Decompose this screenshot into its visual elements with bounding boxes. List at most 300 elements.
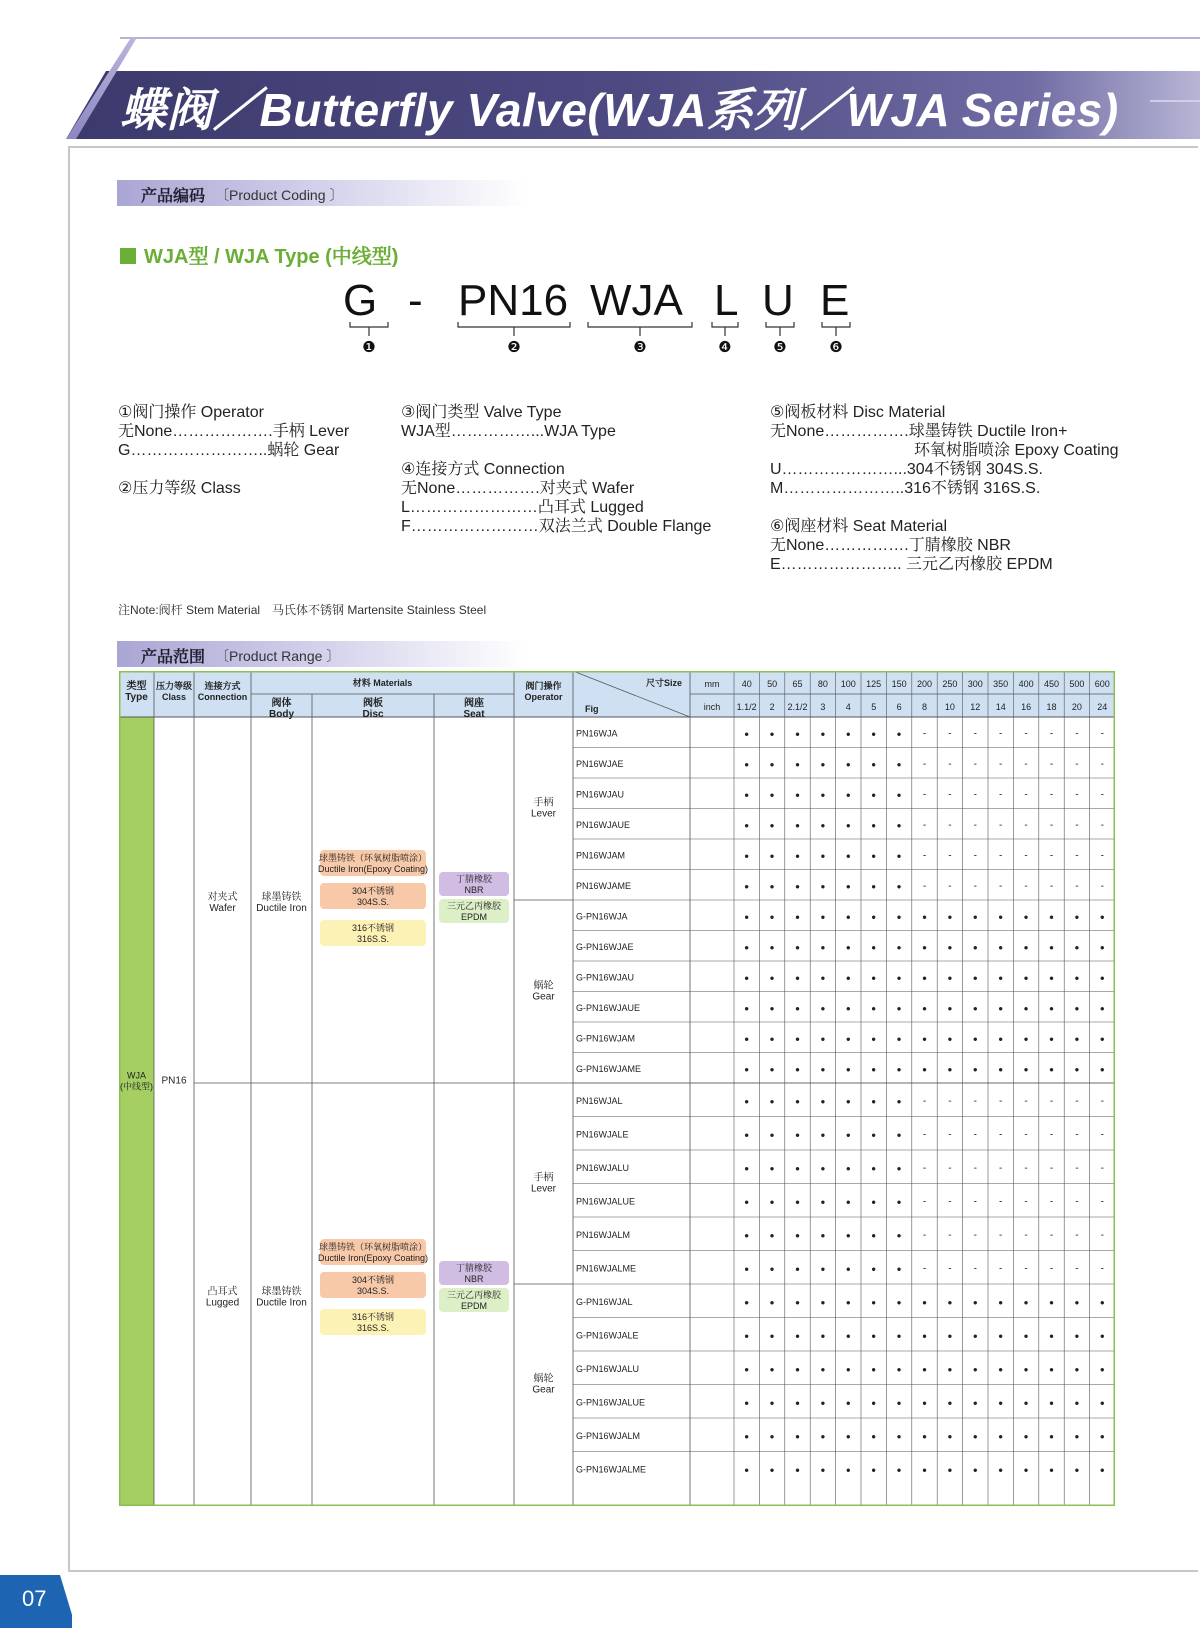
- availability-mark: ●: [744, 1431, 750, 1441]
- availability-mark: ●: [972, 973, 978, 983]
- availability-mark: ●: [769, 1398, 775, 1408]
- type-value: WJA: [127, 1070, 146, 1081]
- availability-mark: ●: [795, 729, 800, 739]
- availability-mark: ●: [845, 759, 851, 769]
- availability-mark: ●: [896, 1465, 902, 1475]
- availability-mark: -: [1049, 758, 1054, 770]
- availability-mark: ●: [896, 881, 902, 891]
- size-inch: 2: [769, 702, 775, 712]
- availability-mark: -: [1100, 819, 1104, 831]
- availability-mark: ●: [744, 1130, 750, 1140]
- availability-mark: ●: [845, 1197, 851, 1207]
- availability-mark: -: [922, 1162, 927, 1174]
- code-segment: WJA: [590, 276, 683, 325]
- availability-mark: ●: [795, 881, 800, 891]
- availability-mark: ●: [947, 1398, 953, 1408]
- header-disc: Disc: [362, 709, 384, 720]
- page-number: 07: [22, 1586, 47, 1611]
- availability-mark: ●: [1049, 1064, 1054, 1074]
- availability-mark: ●: [769, 1003, 775, 1013]
- availability-mark: -: [1049, 1095, 1054, 1107]
- code-segment: U: [762, 276, 794, 325]
- body-value: Ductile Iron: [256, 1297, 307, 1309]
- availability-mark: ●: [820, 1297, 826, 1307]
- availability-mark: -: [948, 1162, 952, 1174]
- availability-mark: ●: [845, 729, 851, 739]
- legend-line: 环氧树脂喷涂 Epoxy Coating: [770, 442, 1119, 459]
- availability-mark: ●: [769, 790, 775, 800]
- availability-mark: ●: [744, 1034, 750, 1044]
- availability-mark: ●: [871, 973, 877, 983]
- availability-mark: ●: [1074, 1431, 1080, 1441]
- availability-mark: ●: [871, 1398, 877, 1408]
- availability-mark: ●: [795, 1034, 800, 1044]
- availability-mark: ●: [795, 1064, 800, 1074]
- availability-mark: ●: [1049, 912, 1054, 922]
- availability-mark: -: [1100, 850, 1104, 862]
- connection-value: Wafer: [209, 903, 236, 914]
- availability-mark: ●: [820, 881, 826, 891]
- availability-mark: ●: [795, 1398, 800, 1408]
- availability-mark: ●: [769, 1163, 775, 1173]
- fig-code: PN16WJAM: [576, 850, 626, 861]
- availability-mark: -: [1024, 728, 1028, 740]
- legend-line: [401, 441, 711, 460]
- availability-mark: ●: [947, 942, 953, 952]
- fig-code: PN16WJALME: [576, 1263, 637, 1274]
- disc-pill-text: 316不锈钢: [351, 1312, 395, 1322]
- operator-value: Gear: [532, 991, 555, 1003]
- size-inch: 12: [970, 702, 981, 712]
- availability-mark: ●: [896, 1163, 902, 1173]
- seat-pill-text: EPDM: [460, 1301, 488, 1311]
- size-mm: 200: [916, 679, 933, 689]
- availability-mark: -: [999, 758, 1003, 770]
- availability-mark: ●: [922, 1465, 927, 1475]
- section-heading-cn: 产品编码: [141, 188, 206, 205]
- code-segment: PN16: [458, 276, 569, 325]
- availability-mark: ●: [1099, 1364, 1105, 1374]
- availability-mark: ●: [972, 942, 978, 952]
- body-value: 球墨铸铁: [261, 1286, 302, 1298]
- availability-mark: ●: [972, 912, 978, 922]
- availability-mark: ●: [744, 820, 750, 830]
- availability-mark: ●: [820, 1003, 826, 1013]
- code-segment: L: [714, 276, 739, 325]
- availability-mark: ●: [744, 1230, 750, 1240]
- availability-mark: ●: [769, 1364, 775, 1374]
- header-connection: 连接方式: [204, 681, 241, 691]
- connection-value: Lugged: [205, 1297, 240, 1309]
- header-operator: 阀门操作: [525, 681, 562, 691]
- fig-code: PN16WJAE: [576, 758, 624, 769]
- header-body: 阀体: [271, 698, 292, 709]
- availability-mark: -: [1024, 1129, 1028, 1141]
- availability-mark: -: [948, 1129, 952, 1141]
- header-connection: Connection: [197, 692, 248, 702]
- availability-mark: ●: [896, 729, 902, 739]
- availability-mark: ●: [845, 1003, 851, 1013]
- availability-mark: -: [999, 1196, 1003, 1208]
- availability-mark: ●: [769, 1130, 775, 1140]
- availability-mark: ●: [998, 1034, 1004, 1044]
- availability-mark: -: [1075, 1095, 1079, 1107]
- availability-mark: -: [973, 880, 977, 892]
- availability-mark: ●: [1074, 912, 1080, 922]
- legend-line: [118, 460, 349, 479]
- availability-mark: ●: [922, 1297, 927, 1307]
- legend-column-3: [770, 403, 1119, 574]
- section-heading-product-coding: [117, 180, 527, 206]
- availability-mark: ●: [1074, 1297, 1080, 1307]
- availability-mark: ●: [795, 820, 800, 830]
- availability-mark: ●: [744, 1064, 750, 1074]
- availability-mark: -: [1024, 880, 1028, 892]
- legend-line: F……………………双法兰式 Double Flange: [401, 518, 712, 535]
- availability-mark: ●: [795, 1297, 800, 1307]
- fig-code: PN16WJALU: [576, 1162, 630, 1173]
- availability-mark: ●: [896, 1064, 902, 1074]
- availability-mark: ●: [871, 851, 877, 861]
- availability-mark: ●: [1049, 1364, 1054, 1374]
- availability-mark: -: [1075, 1196, 1079, 1208]
- availability-mark: ●: [795, 790, 800, 800]
- availability-mark: ●: [769, 851, 775, 861]
- availability-mark: -: [999, 728, 1003, 740]
- availability-mark: ●: [795, 1096, 800, 1106]
- availability-mark: ●: [896, 1197, 902, 1207]
- availability-mark: -: [948, 728, 952, 740]
- availability-mark: ●: [820, 1465, 826, 1475]
- availability-mark: -: [1100, 728, 1104, 740]
- availability-mark: ●: [1049, 1003, 1054, 1013]
- code-segment: -: [408, 276, 423, 325]
- availability-mark: ●: [896, 1096, 902, 1106]
- availability-mark: ●: [795, 1264, 800, 1274]
- connection-value: 对夹式: [207, 892, 238, 903]
- banner-accent-line: [1150, 100, 1200, 102]
- fig-code: G-PN16WJAU: [576, 972, 635, 983]
- size-inch: 20: [1071, 702, 1082, 712]
- header-type: Type: [125, 692, 148, 703]
- size-inch: 18: [1046, 702, 1057, 712]
- availability-mark: -: [1100, 880, 1104, 892]
- header-inch: inch: [703, 702, 721, 712]
- availability-mark: ●: [1099, 1431, 1105, 1441]
- availability-mark: ●: [1023, 1431, 1029, 1441]
- size-mm: 50: [767, 679, 778, 689]
- availability-mark: ●: [896, 912, 902, 922]
- section-heading-cn: 产品范围: [141, 649, 206, 666]
- operator-value: 手柄: [533, 1172, 554, 1184]
- availability-mark: ●: [896, 790, 902, 800]
- size-inch: 10: [944, 702, 955, 712]
- legend-line: ④连接方式 Connection: [401, 461, 565, 478]
- availability-mark: ●: [998, 942, 1004, 952]
- availability-mark: ●: [769, 729, 775, 739]
- availability-mark: ●: [769, 1064, 775, 1074]
- availability-mark: ●: [896, 1364, 902, 1374]
- availability-mark: ●: [820, 1064, 826, 1074]
- availability-mark: ●: [845, 973, 851, 983]
- availability-mark: ●: [972, 1064, 978, 1074]
- availability-mark: -: [1024, 789, 1028, 801]
- availability-mark: -: [999, 1229, 1003, 1241]
- availability-mark: -: [922, 850, 927, 862]
- availability-mark: ●: [871, 1034, 877, 1044]
- availability-mark: ●: [1023, 942, 1029, 952]
- availability-mark: ●: [845, 1264, 851, 1274]
- availability-mark: ●: [947, 1064, 953, 1074]
- availability-mark: -: [1049, 1263, 1054, 1275]
- availability-mark: ●: [795, 942, 800, 952]
- legend-line: 无None……………….手柄 Lever: [118, 423, 350, 440]
- legend-line: ③阀门类型 Valve Type: [401, 404, 562, 421]
- code-marker-number: ❶: [362, 339, 376, 356]
- availability-mark: ●: [947, 1297, 953, 1307]
- availability-mark: ●: [820, 1096, 826, 1106]
- availability-mark: -: [1075, 1263, 1079, 1275]
- availability-mark: ●: [871, 1130, 877, 1140]
- availability-mark: ●: [820, 942, 826, 952]
- availability-mark: ●: [820, 973, 826, 983]
- availability-mark: ●: [1049, 1398, 1054, 1408]
- product-range-table: [119, 671, 1115, 1511]
- availability-mark: -: [973, 1229, 977, 1241]
- availability-mark: ●: [896, 759, 902, 769]
- availability-mark: -: [973, 1196, 977, 1208]
- size-mm: 450: [1043, 679, 1060, 689]
- header-class: 压力等级: [155, 681, 193, 691]
- fig-code: G-PN16WJALM: [576, 1430, 641, 1441]
- availability-mark: ●: [972, 1364, 978, 1374]
- availability-mark: -: [999, 1263, 1003, 1275]
- size-mm: 250: [942, 679, 958, 689]
- availability-mark: ●: [769, 759, 775, 769]
- availability-mark: -: [922, 880, 927, 892]
- availability-mark: ●: [744, 1297, 750, 1307]
- header-size: 尺寸Size: [645, 678, 682, 688]
- availability-mark: ●: [896, 1230, 902, 1240]
- type-value: (中线型): [120, 1081, 153, 1092]
- availability-mark: ●: [1099, 912, 1105, 922]
- seat-pill-text: EPDM: [460, 912, 488, 922]
- availability-mark: -: [1049, 850, 1054, 862]
- availability-mark: ●: [972, 1431, 978, 1441]
- availability-mark: ●: [1023, 1331, 1029, 1341]
- size-mm: 300: [967, 679, 983, 689]
- availability-mark: ●: [795, 1331, 800, 1341]
- availability-mark: -: [1100, 1162, 1104, 1174]
- availability-mark: ●: [947, 1034, 953, 1044]
- size-mm: 65: [792, 679, 803, 689]
- availability-mark: ●: [744, 759, 750, 769]
- availability-mark: -: [948, 758, 952, 770]
- availability-mark: ●: [744, 1264, 750, 1274]
- availability-mark: ●: [1099, 1331, 1105, 1341]
- availability-mark: ●: [871, 1003, 877, 1013]
- availability-mark: ●: [820, 1230, 826, 1240]
- disc-pill-text: 316不锈钢: [351, 923, 395, 933]
- availability-mark: -: [999, 789, 1003, 801]
- type-title: [120, 240, 398, 269]
- availability-mark: -: [973, 1129, 977, 1141]
- availability-mark: ●: [871, 1197, 877, 1207]
- availability-mark: ●: [744, 881, 750, 891]
- header-operator: Operator: [524, 692, 563, 702]
- availability-mark: -: [999, 1129, 1003, 1141]
- legend-line: ⑤阀板材料 Disc Material: [770, 404, 946, 421]
- availability-mark: ●: [896, 1331, 902, 1341]
- availability-mark: -: [1100, 1229, 1104, 1241]
- availability-mark: ●: [871, 729, 877, 739]
- legend-line: WJA型……………...WJA Type: [401, 423, 616, 440]
- availability-mark: ●: [1023, 1465, 1029, 1475]
- availability-mark: ●: [820, 1034, 826, 1044]
- availability-mark: ●: [795, 1197, 800, 1207]
- availability-mark: ●: [744, 1331, 750, 1341]
- seat-pill-text: 三元乙丙橡胶: [446, 1290, 502, 1300]
- availability-mark: -: [922, 1095, 927, 1107]
- availability-mark: ●: [871, 1331, 877, 1341]
- disc-pill-text: 304不锈钢: [351, 1275, 395, 1285]
- availability-mark: ●: [871, 1297, 877, 1307]
- operator-value: 蜗轮: [533, 1373, 554, 1385]
- disc-pill-text: 304S.S.: [356, 897, 390, 907]
- availability-mark: -: [1075, 789, 1079, 801]
- availability-mark: ●: [871, 1364, 877, 1374]
- header-seat: 阀座: [464, 698, 484, 709]
- availability-mark: ●: [922, 1431, 927, 1441]
- availability-mark: ●: [1074, 1034, 1080, 1044]
- availability-mark: -: [1049, 819, 1054, 831]
- code-segment: E: [820, 276, 850, 325]
- operator-value: Lever: [530, 808, 557, 820]
- availability-mark: ●: [820, 759, 826, 769]
- availability-mark: -: [1049, 728, 1054, 740]
- availability-mark: ●: [947, 1431, 953, 1441]
- availability-mark: ●: [896, 1003, 902, 1013]
- availability-mark: ●: [769, 1096, 775, 1106]
- availability-mark: ●: [820, 851, 826, 861]
- legend-line: ①阀门操作 Operator: [118, 404, 264, 421]
- availability-mark: ●: [922, 1331, 927, 1341]
- availability-mark: -: [1075, 1229, 1079, 1241]
- availability-mark: ●: [845, 942, 851, 952]
- availability-mark: ●: [1023, 1003, 1029, 1013]
- size-inch: 6: [896, 702, 902, 712]
- availability-mark: ●: [820, 1197, 826, 1207]
- availability-mark: ●: [820, 1130, 826, 1140]
- availability-mark: -: [922, 819, 927, 831]
- stem-material-note: 注Note:阀杆 Stem Material 马氏体不锈钢 Martensite Stainless Steel: [118, 603, 487, 617]
- availability-mark: ●: [896, 973, 902, 983]
- availability-mark: ●: [845, 1034, 851, 1044]
- availability-mark: -: [948, 1095, 952, 1107]
- availability-mark: -: [973, 758, 977, 770]
- fig-code: G-PN16WJAUE: [576, 1002, 641, 1013]
- size-inch: 1.1/2: [736, 702, 757, 712]
- availability-mark: ●: [922, 1064, 927, 1074]
- availability-mark: ●: [998, 973, 1004, 983]
- availability-mark: ●: [1049, 1431, 1054, 1441]
- availability-mark: ●: [1099, 1465, 1105, 1475]
- availability-mark: ●: [769, 1230, 775, 1240]
- availability-mark: ●: [744, 729, 750, 739]
- availability-mark: ●: [896, 1034, 902, 1044]
- availability-mark: ●: [845, 1431, 851, 1441]
- availability-mark: ●: [1099, 1398, 1105, 1408]
- availability-mark: -: [973, 850, 977, 862]
- availability-mark: ●: [795, 759, 800, 769]
- availability-mark: ●: [1099, 1064, 1105, 1074]
- availability-mark: -: [973, 789, 977, 801]
- size-mm: 500: [1069, 679, 1085, 689]
- availability-mark: ●: [795, 1230, 800, 1240]
- availability-mark: ●: [845, 851, 851, 861]
- availability-mark: ●: [871, 1230, 877, 1240]
- availability-mark: -: [1024, 819, 1028, 831]
- availability-mark: ●: [1099, 1297, 1105, 1307]
- availability-mark: -: [1100, 1196, 1104, 1208]
- availability-mark: -: [948, 1263, 952, 1275]
- availability-mark: ●: [769, 1264, 775, 1274]
- availability-mark: ●: [871, 790, 877, 800]
- availability-mark: ●: [1074, 1364, 1080, 1374]
- availability-mark: -: [1075, 819, 1079, 831]
- availability-mark: -: [1100, 789, 1104, 801]
- availability-mark: -: [1100, 1263, 1104, 1275]
- header-materials: 材料 Materials: [352, 678, 413, 688]
- code-marker-number: ❺: [773, 339, 787, 356]
- disc-pill-text: 316S.S.: [356, 1323, 390, 1333]
- availability-mark: ●: [744, 1465, 750, 1475]
- availability-mark: ●: [998, 1364, 1004, 1374]
- availability-mark: ●: [947, 1003, 953, 1013]
- seat-pill-text: 丁腈橡胶: [455, 874, 493, 884]
- fig-code: G-PN16WJAE: [576, 941, 634, 952]
- availability-mark: ●: [998, 912, 1004, 922]
- legend-column-2: [401, 403, 711, 536]
- class-value: PN16: [161, 1075, 187, 1087]
- availability-mark: ●: [845, 790, 851, 800]
- availability-mark: -: [999, 880, 1003, 892]
- availability-mark: -: [948, 850, 952, 862]
- type-title-text: WJA型 / WJA Type (中线型): [144, 246, 399, 268]
- availability-mark: -: [948, 789, 952, 801]
- availability-mark: -: [1024, 850, 1028, 862]
- availability-mark: ●: [922, 1003, 927, 1013]
- availability-mark: ●: [871, 759, 877, 769]
- availability-mark: -: [922, 1263, 927, 1275]
- disc-pill-text: 304不锈钢: [351, 886, 395, 896]
- availability-mark: -: [1024, 1095, 1028, 1107]
- operator-value: 手柄: [533, 797, 554, 809]
- availability-mark: -: [1024, 1263, 1028, 1275]
- availability-mark: -: [1049, 1129, 1054, 1141]
- coding-diagram: [330, 270, 870, 370]
- availability-mark: ●: [998, 1064, 1004, 1074]
- connection-value: 凸耳式: [207, 1286, 238, 1298]
- availability-mark: ●: [1099, 1003, 1105, 1013]
- availability-mark: ●: [1023, 912, 1029, 922]
- code-marker-number: ❸: [633, 339, 647, 356]
- disc-pill-text: 球墨铸铁（环氧树脂喷涂）: [318, 1242, 428, 1252]
- disc-pill-text: Ductile Iron(Epoxy Coating): [317, 1253, 429, 1263]
- fig-code: PN16WJALE: [576, 1129, 629, 1140]
- availability-mark: -: [973, 1095, 977, 1107]
- availability-mark: ●: [1049, 973, 1054, 983]
